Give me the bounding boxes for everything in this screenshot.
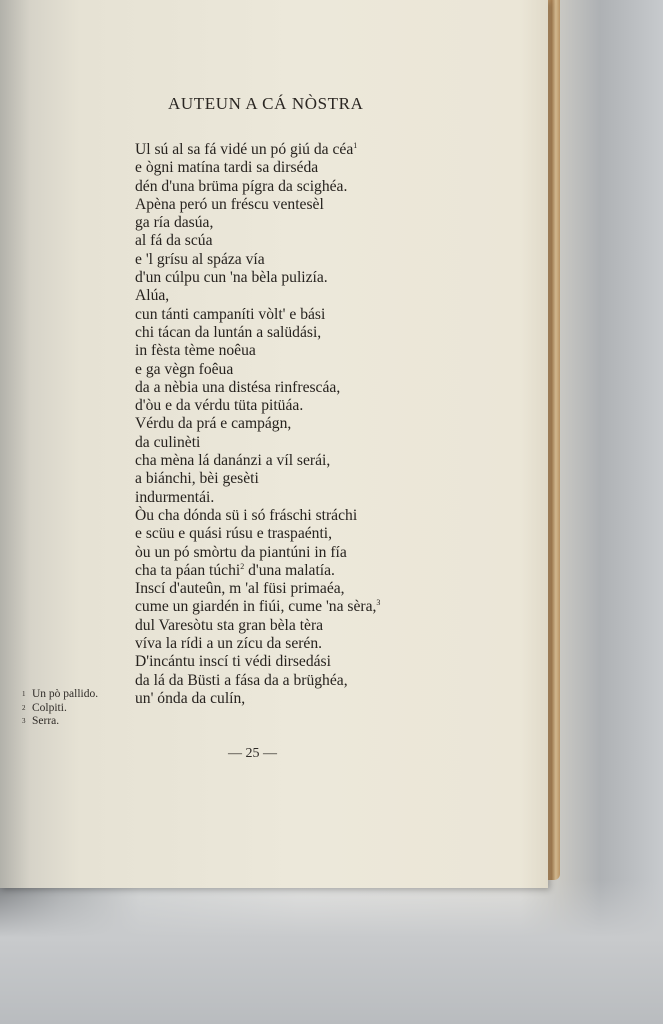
poem-line <box>135 598 380 616</box>
poem-line <box>135 342 380 360</box>
poem-line-text: e ga vègn foêua <box>135 360 234 378</box>
poem-line-text: dén d'una brüma pígra da scighéa. <box>135 177 348 195</box>
poem-line <box>135 653 380 671</box>
poem-line-text: víva la rídi a un zícu da serén. <box>135 635 323 653</box>
poem-line <box>135 507 380 525</box>
poem-line-text: da a nèbia una distésa rinfrescáa, <box>135 378 341 396</box>
poem-line-text: Vérdu da prá e campágn, <box>135 415 292 433</box>
poem-line <box>135 159 380 177</box>
poem-line <box>135 287 380 305</box>
poem-line <box>135 525 380 543</box>
footnote-number: 3 <box>22 717 26 726</box>
footnote <box>22 715 98 729</box>
footnote-ref: 2 <box>240 561 245 571</box>
footnote-number: 2 <box>22 703 26 712</box>
poem-line <box>135 544 380 562</box>
poem-line <box>135 196 380 214</box>
poem-line-text: al fá da scúa <box>135 232 213 250</box>
footnote-text: Serra. <box>32 715 60 728</box>
poem-line-text-after: d'una malatía. <box>244 561 335 579</box>
poem-line-text: da culinèti <box>135 433 201 451</box>
poem-line-text: d'un cúlpu cun 'na bèla pulizía. <box>135 269 328 287</box>
poem-line <box>135 397 380 415</box>
poem-line-text: e scüu e quási rúsu e traspaénti, <box>135 525 333 543</box>
poem-line-text: d'òu e da vérdu tüta pitüáa. <box>135 397 304 415</box>
poem-line-text: da lá da Büsti a fása da a brüghéa, <box>135 671 348 689</box>
poem-line-text: Òu cha dónda sü i só fráschi stráchi <box>135 506 358 524</box>
poem-line-text: Alúa, <box>135 287 170 305</box>
poem-line-text: Ul sú al sa fá vidé un pó giú da céa <box>135 141 354 158</box>
page-number: — 25 — <box>228 746 277 761</box>
poem-line <box>135 251 380 269</box>
poem-line <box>135 379 380 397</box>
poem-line <box>135 324 380 342</box>
poem-line <box>135 141 380 159</box>
poem-line <box>135 562 380 580</box>
poem-line <box>135 672 380 690</box>
poem-line-text: chi tácan da luntán a salüdási, <box>135 323 322 341</box>
poem-line-text: cume un giardén in fiúi, cume 'na sèra, <box>135 598 377 616</box>
poem-line-text: ga ría dasúa, <box>135 214 214 232</box>
footnote-text: Colpiti. <box>32 701 67 714</box>
poem-line-text: D'incántu inscí ti védi dirsedási <box>135 653 331 671</box>
page-edge <box>546 0 560 880</box>
footnote <box>22 688 98 702</box>
poem-line <box>135 452 380 470</box>
footnote-ref: 1 <box>353 140 358 150</box>
poem-line <box>135 269 380 287</box>
poem-line-text: Inscí d'auteûn, m 'al füsi primaéa, <box>135 580 345 598</box>
poem-line <box>135 434 380 452</box>
poem-line-text: dul Varesòtu sta gran bèla tèra <box>135 616 324 634</box>
poem-line-text: òu un pó smòrtu da piantúni in fía <box>135 543 347 561</box>
poem-line-text: indurmentái. <box>135 488 215 506</box>
poem-line <box>135 470 380 488</box>
poem-line <box>135 580 380 598</box>
poem-line-text: cun tánti campaníti vòlt' e bási <box>135 305 326 323</box>
poem-line-text: e ògni matína tardi sa dirséda <box>135 159 319 177</box>
footnote-number: 1 <box>22 690 26 698</box>
poem-line <box>135 635 380 653</box>
footnote-ref: 3 <box>376 598 381 608</box>
poem-line <box>135 178 380 196</box>
poem-line-text: un' ónda da culín, <box>135 689 246 707</box>
poem-line <box>135 415 380 433</box>
poem-line <box>135 306 380 324</box>
poem-line <box>135 214 380 232</box>
poem-line <box>135 361 380 379</box>
poem-line <box>135 617 380 635</box>
footnotes <box>22 688 98 729</box>
footnote-text: Un pò pallido. <box>32 688 99 700</box>
footnote <box>22 702 98 716</box>
poem-line-text: Apèna peró un fréscu ventesèl <box>135 195 324 213</box>
background-shadow <box>0 880 663 1024</box>
poem-title: AUTEUN A CÁ NÒSTRA <box>168 94 364 113</box>
poem-line-text: in fèsta tème noêua <box>135 342 256 360</box>
poem-line-text: cha mèna lá danánzi a víl serái, <box>135 452 331 470</box>
poem-line-text: a biánchi, bèi gesèti <box>135 470 259 488</box>
poem-body <box>135 141 380 708</box>
poem-line <box>135 690 380 708</box>
poem-line <box>135 489 380 507</box>
poem-line-text: e 'l grísu al spáza vía <box>135 250 265 268</box>
poem-line <box>135 232 380 250</box>
poem-line-text: cha ta páan túchi <box>135 561 241 579</box>
